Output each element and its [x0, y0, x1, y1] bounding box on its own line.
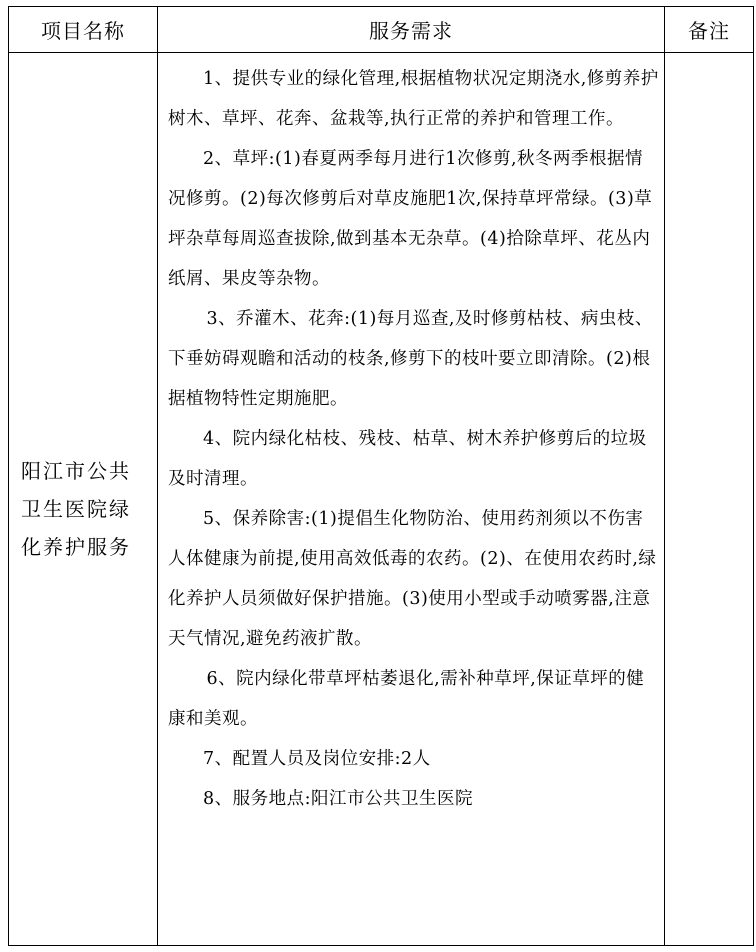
service-requirements-cell — [158, 53, 664, 945]
header-service-requirements: 服务需求 — [369, 19, 453, 43]
requirement-item-6: 6、院内绿化带草坪枯萎退化,需补种草坪,保证草坪的健康和美观。 — [168, 669, 645, 729]
table-border-right — [753, 6, 754, 946]
project-name-text: 阳江市公共卫生医院绿化养护服务 — [21, 459, 131, 559]
requirement-item-5: 5、保养除害:(1)提倡生化物防治、使用药剂须以不伤害人体健康为前提,使用高效低毒的农药。(2)、在使用农药时,绿化养护人员须做好保护措施。(3)使用小型或手动喷雾器,注意天气情况,避免药液扩散。 — [168, 509, 657, 649]
requirements-list — [168, 59, 660, 819]
remarks-cell — [665, 53, 753, 945]
requirement-item-3: 3、乔灌木、花奔:(1)每月巡查,及时修剪枯枝、病虫枝、下垂妨碍观瞻和活动的枝条,修剪下的枝叶要立即清除。(2)根据植物特性定期施肥。 — [168, 309, 653, 409]
requirement-item-8: 8、服务地点:阳江市公共卫生医院 — [203, 789, 474, 809]
requirement-item-1: 1、提供专业的绿化管理,根据植物状况定期浇水,修剪养护树木、草坪、花奔、盆栽等,执行正常的养护和管理工作。 — [168, 69, 659, 129]
header-project-name: 项目名称 — [41, 19, 125, 43]
table-border-bottom — [8, 945, 754, 946]
header-remarks: 备注 — [688, 19, 730, 43]
requirement-item-7: 7、配置人员及岗位安排:2人 — [203, 749, 431, 769]
requirement-item-2: 2、草坪:(1)春夏两季每月进行1次修剪,秋冬两季根据情况修剪。(2)每次修剪后对草皮施肥1次,保持草坪常绿。(3)草坪杂草每周巡查拔除,做到基本无杂草。(4)拾除草坪、花丛内纸屑、果皮等杂物。 — [168, 149, 653, 289]
requirement-item-4: 4、院内绿化枯枝、残枝、枯草、树木养护修剪后的垃圾及时清理。 — [168, 429, 647, 489]
project-name-cell — [9, 53, 157, 945]
